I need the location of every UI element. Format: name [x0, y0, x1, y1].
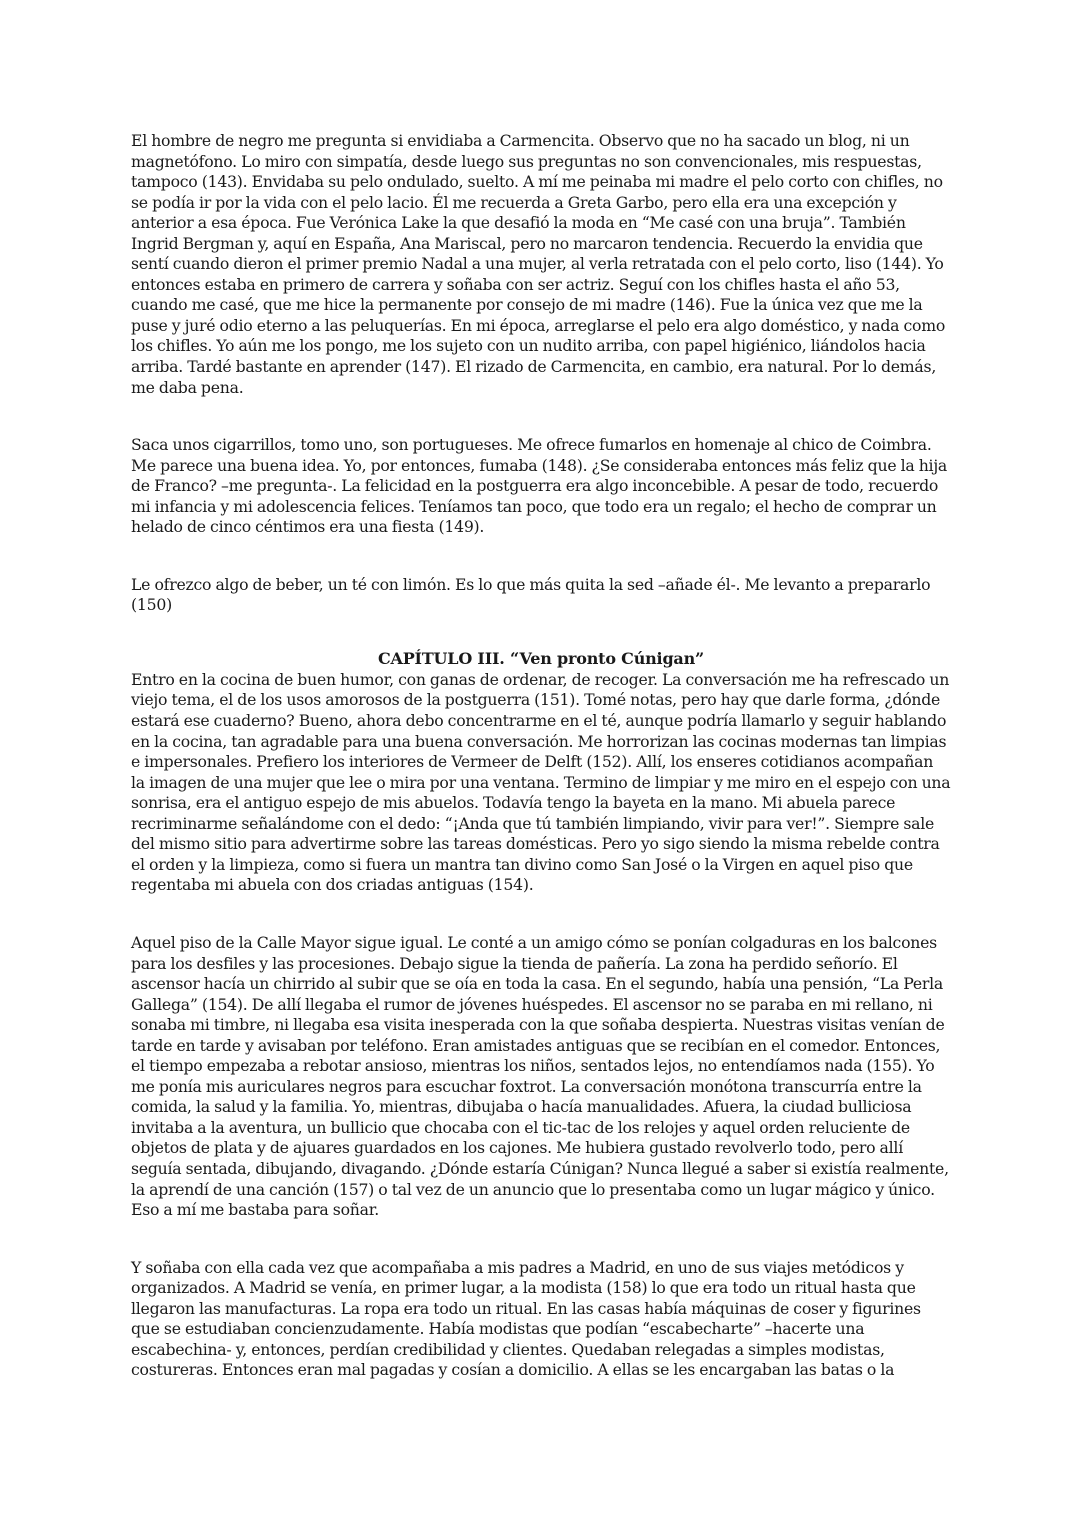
paragraph-madrid: Y soñaba con ella cada vez que acompañaba a mis padres a Madrid, en uno de sus viajes metódicos y organizados. A Madrid se venía, en primer lugar, a la modista (158) lo que era todo un ritual hasta que llegaron las manufacturas. La ropa era todo un ritual. En las casas había máquinas de coser y figurines que se estudiaban concienzudamente. Había modistas que podían “escabecharte” –hacerte una escabechina- y, entonces, perdían credibilidad y clientes. Quedaban relegadas a simples modistas, costureras. Entonces eran mal pagadas y cosían a domicilio. A ellas se les encargaban las batas o la — [131, 1257, 921, 1380]
paragraph-cigarrillos: Saca unos cigarrillos, tomo uno, son portugueses. Me ofrece fumarlos en homenaje al chico de Coimbra. Me parece una buena idea. Yo, por entonces, fumaba (148). ¿Se consideraba entonces más feliz que la hija de Franco? –me pregunta-. La felicidad en la postguerra era algo inconcebible. A pesar de todo, recuerdo mi infancia y mi adolescencia felices. Teníamos tan poco, que todo era un regalo; el hecho de comprar un helado de cinco céntimos era una fiesta (149). — [131, 435, 948, 537]
chapter-title: CAPÍTULO III. “Ven pronto Cúnigan” — [377, 648, 705, 668]
document-page — [131, 131, 951, 1381]
paragraph-spacer — [131, 398, 951, 435]
paragraph-calle-mayor: Aquel piso de la Calle Mayor sigue igual. Le conté a un amigo cómo se ponían colgaduras en los balcones para los desfiles y las procesiones. Debajo sigue la tienda de pañería. La zona ha perdido señorío. El ascensor hacía un chirrido al subir que se oía en toda la casa. En el segundo, había una pensión, “La Perla Gallega” (154). De allí llegaba el rumor de jóvenes huéspedes. El ascensor no se paraba en mi rellano, ni sonaba mi timbre, ni llegaba esa visita inesperada con la que soñaba despierta. Nuestras visitas venían de tarde en tarde y avisaban por teléfono. Eran amistades antiguas que se recibían en el comedor. Entonces, el tiempo empezaba a rebotar ansioso, mientras los niños, sentados lejos, no entendíamos nada (155). Yo me ponía mis auriculares negros para escuchar foxtrot. La conversación monótona transcurría entre la comida, la salud y la familia. Yo, mientras, dibujaba o hacía manualidades. Afuera, la ciudad bulliciosa invitaba a la aventura, un bullicio que chocaba con el tic-tac de los relojes y aquel orden reluciente de objetos de plata y de ajuares guardados en los cajones. Me hubiera gustado revolverlo todo, pero allí seguía sentada, dibujando, divagando. ¿Dónde estaría Cúnigan? Nunca llegué a saber si existía realmente, la aprendí de una canción (157) o tal vez de un anuncio que lo presentaba como un lugar mágico y único. Eso a mí me bastaba para soñar. — [131, 932, 949, 1220]
paragraph-cocina: Entro en la cocina de buen humor, con ganas de ordenar, de recoger. La conversación me ha refrescado un viejo tema, el de los usos amorosos de la postguerra (151). Tomé notas, pero hay que darle forma, ¿dónde estará ese cuaderno? Bueno, ahora debo concentrarme en el té, aunque podría llamarlo y seguir hablando en la cocina, tan agradable para una buena conversación. Me horrorizan las cocinas modernas tan limpias e impersonales. Prefiero los interiores de Vermeer de Delft (152). Allí, los enseres cotidianos acompañan la imagen de una mujer que lee o mira por una ventana. Termino de limpiar y me miro en el espejo con una sonrisa, era el antiguo espejo de mis abuelos. Todavía tengo la bayeta en la mano. Mi abuela parece recriminarme señalándome con el dedo: “¡Anda que tú también limpiando, vivir para ver!”. Siempre sale del mismo sitio para advertirme sobre las tareas domésticas. Pero yo sigo siendo la misma rebelde contra el orden y la limpieza, como si fuera un mantra tan divino como San José o la Virgen en aquel piso que regentaba mi abuela con dos criadas antiguas (154). — [131, 669, 951, 895]
paragraph-spacer — [131, 896, 951, 933]
paragraph-spacer — [131, 1221, 951, 1258]
paragraph-carmencita: El hombre de negro me pregunta si envidiaba a Carmencita. Observo que no ha sacado un blog, ni un magnetófono. Lo miro con simpatía, desde luego sus preguntas no son convencionales, mis respuestas, tampoco (143). Envidaba su pelo ondulado, suelto. A mí me peinaba mi madre el pelo corto con chifles, no se podía ir por la vida con el pelo lacio. Él me recuerda a Greta Garbo, pero ella era una excepción y anterior a esa época. Fue Verónica Lake la que desafió la moda en “Me casé con una bruja”. También Ingrid Bergman y, aquí en España, Ana Mariscal, pero no marcaron tendencia. Recuerdo la envidia que sentí cuando dieron el primer premio Nadal a una mujer, al verla retratada con el pelo corto, liso (144). Yo entonces estaba en primero de carrera y soñaba con ser actriz. Seguí con los chifles hasta el año 53, cuando me casé, que me hice la permanente por consejo de mi madre (146). Fue la única vez que me la puse y juré odio eterno a las peluquerías. En mi época, arreglarse el pelo era algo doméstico, y nada como los chifles. Yo aún me los pongo, me los sujeto con un nudito arriba, con papel higiénico, liándolos hacia arriba. Tardé bastante en aprender (147). El rizado de Carmencita, en cambio, era natural. Por lo demás, me daba pena. — [131, 131, 946, 397]
paragraph-te-limon: Le ofrezco algo de beber, un té con limón. Es lo que más quita la sed –añade él-. Me levanto a prepararlo (150) — [131, 574, 931, 615]
paragraph-spacer — [131, 616, 951, 648]
paragraph-spacer — [131, 538, 951, 575]
